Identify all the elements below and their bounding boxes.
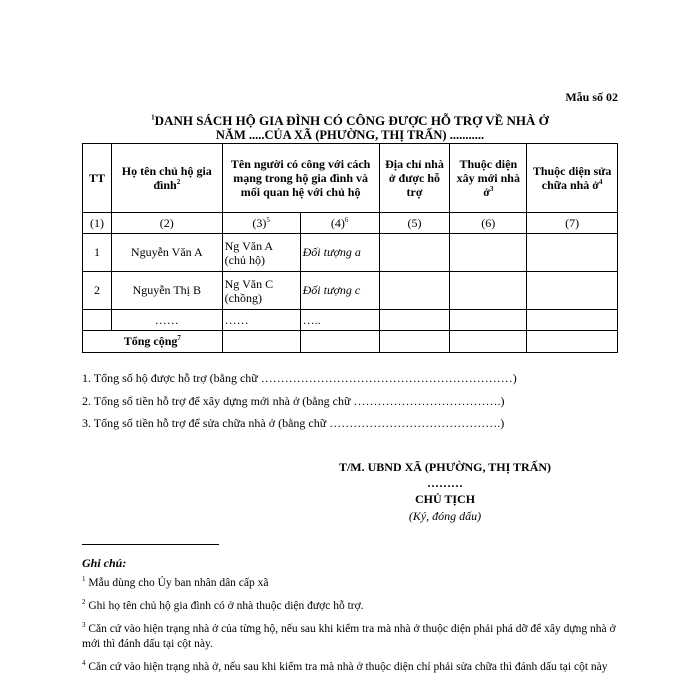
footnote-number: 4 [82,659,86,668]
col-num-6: (6) [450,213,527,234]
header-person [222,144,379,213]
document-subtitle: NĂM .....CỦA XÃ (PHƯỜNG, THỊ TRẤN) ........... [215,128,485,142]
col-num-5: (5) [379,213,450,234]
total-address [379,331,450,353]
total-category [300,331,379,353]
title-footnote-marker: 1 [151,113,155,122]
header-person-label: Tên người có công với cách mạng trong hộ gia đình và mối quan hệ với chủ hộ [230,157,371,199]
row-repair [527,310,618,331]
row-tt: 1 [83,234,112,272]
row-address [379,234,450,272]
footnote-item [82,576,622,591]
title-line-1: DANH SÁCH HỘ GIA ĐÌNH CÓ CÔNG ĐƯỢC HỖ TRỢ VỀ NHÀ Ở [154,113,549,128]
column-number-row [83,213,618,234]
row-person [222,234,300,272]
row-address [379,310,450,331]
col-num-3-label: (3) [252,215,267,230]
signature-note: (Ký, đóng dấu) [408,509,482,523]
row-person-relation: (chủ hộ) [224,252,265,267]
total-person [222,331,300,353]
summary-line-3: 3. Tổng số tiền hỗ trợ để sửa chữa nhà ở (bằng chữ …………………………………….) [82,416,505,430]
footnote-number: 2 [82,598,86,607]
col-num-4-label: (4) [330,215,345,230]
row-tt: 2 [83,272,112,310]
header-new-build [450,144,527,213]
total-new-build [450,331,527,353]
header-repair-label: Thuộc diện sửa chữa nhà ở [532,164,612,192]
row-new-build [450,234,527,272]
form-number: Mẫu số 02 [565,90,618,104]
row-person-relation: (chồng) [224,290,262,305]
row-address [379,272,450,310]
total-label-cell [83,331,223,353]
col-num-4-footnote: 6 [344,215,349,224]
document-title [0,113,700,128]
footnote-divider [82,544,219,545]
row-new-build [450,310,527,331]
row-category: ….. [300,310,379,331]
col-num-3-footnote: 5 [266,215,270,224]
notes-title: Ghi chú: [82,556,127,570]
header-new-build-footnote: 3 [489,185,494,193]
row-tt [83,310,112,331]
row-repair [527,234,618,272]
signature-dots: ……… [427,476,463,490]
header-tt: TT [83,144,112,213]
table-row [83,310,618,331]
row-owner: …… [111,310,222,331]
row-person [222,272,300,310]
header-new-build-label: Thuộc diện xây mới nhà ở [456,157,520,199]
col-num-7: (7) [527,213,618,234]
row-person-name: Ng Văn C [224,276,274,291]
header-owner [111,144,222,213]
table-row [83,234,618,272]
row-owner: Nguyễn Văn A [111,234,222,272]
total-footnote: 7 [177,334,181,342]
footnote-item [82,622,622,652]
household-table [82,143,618,353]
row-person-name: Ng Văn A [224,238,274,253]
header-owner-label: Họ tên chủ hộ gia đình [121,164,212,192]
footnote-number: 3 [82,621,86,630]
col-num-2: (2) [111,213,222,234]
row-category: Đối tượng a [300,234,379,272]
total-repair [527,331,618,353]
signature-org: T/M. UBND XÃ (PHƯỜNG, THỊ TRẤN) [338,460,552,474]
header-address: Địa chỉ nhà ở được hỗ trợ [379,144,450,213]
row-owner: Nguyễn Thị B [111,272,222,310]
table-header-row [83,144,618,213]
footnote-number: 1 [82,575,86,584]
header-repair [527,144,618,213]
total-label: Tổng cộng [123,334,178,348]
footnote-text: Ghi họ tên chủ hộ gia đình có ở nhà thuộc diện được hỗ trợ. [88,600,364,612]
summary-line-1: 1. Tổng số hộ được hỗ trợ (bằng chữ ………………………………………………………) [82,371,517,385]
footnote-text: Mẫu dùng cho Ủy ban nhân dân cấp xã [88,577,269,589]
row-repair [527,272,618,310]
footnote-text: Căn cứ vào hiện trạng nhà ở của từng hộ, nếu sau khi kiểm tra mà nhà ở thuộc diện phải phá dỡ để xây dựng nhà ở mới thì đánh dấu tại cột này. [82,623,616,650]
row-person: …… [222,310,300,331]
footnote-item [82,599,622,614]
row-category: Đối tượng c [300,272,379,310]
table-row [83,272,618,310]
header-owner-footnote: 2 [176,178,181,186]
col-num-4 [300,213,379,234]
header-repair-footnote: 4 [598,178,603,186]
signature-position: CHỦ TỊCH [414,492,476,506]
row-new-build [450,272,527,310]
col-num-3 [222,213,300,234]
footnote-text: Căn cứ vào hiện trạng nhà ở, nếu sau khi kiểm tra mà nhà ở thuộc diện chỉ phải sửa chữa thì đánh dấu tại cột này [88,661,608,673]
summary-line-2: 2. Tổng số tiền hỗ trợ để xây dựng mới nhà ở (bằng chữ ……………………………….) [82,394,505,408]
col-num-1: (1) [83,213,112,234]
total-row [83,331,618,353]
footnote-item [82,660,622,675]
